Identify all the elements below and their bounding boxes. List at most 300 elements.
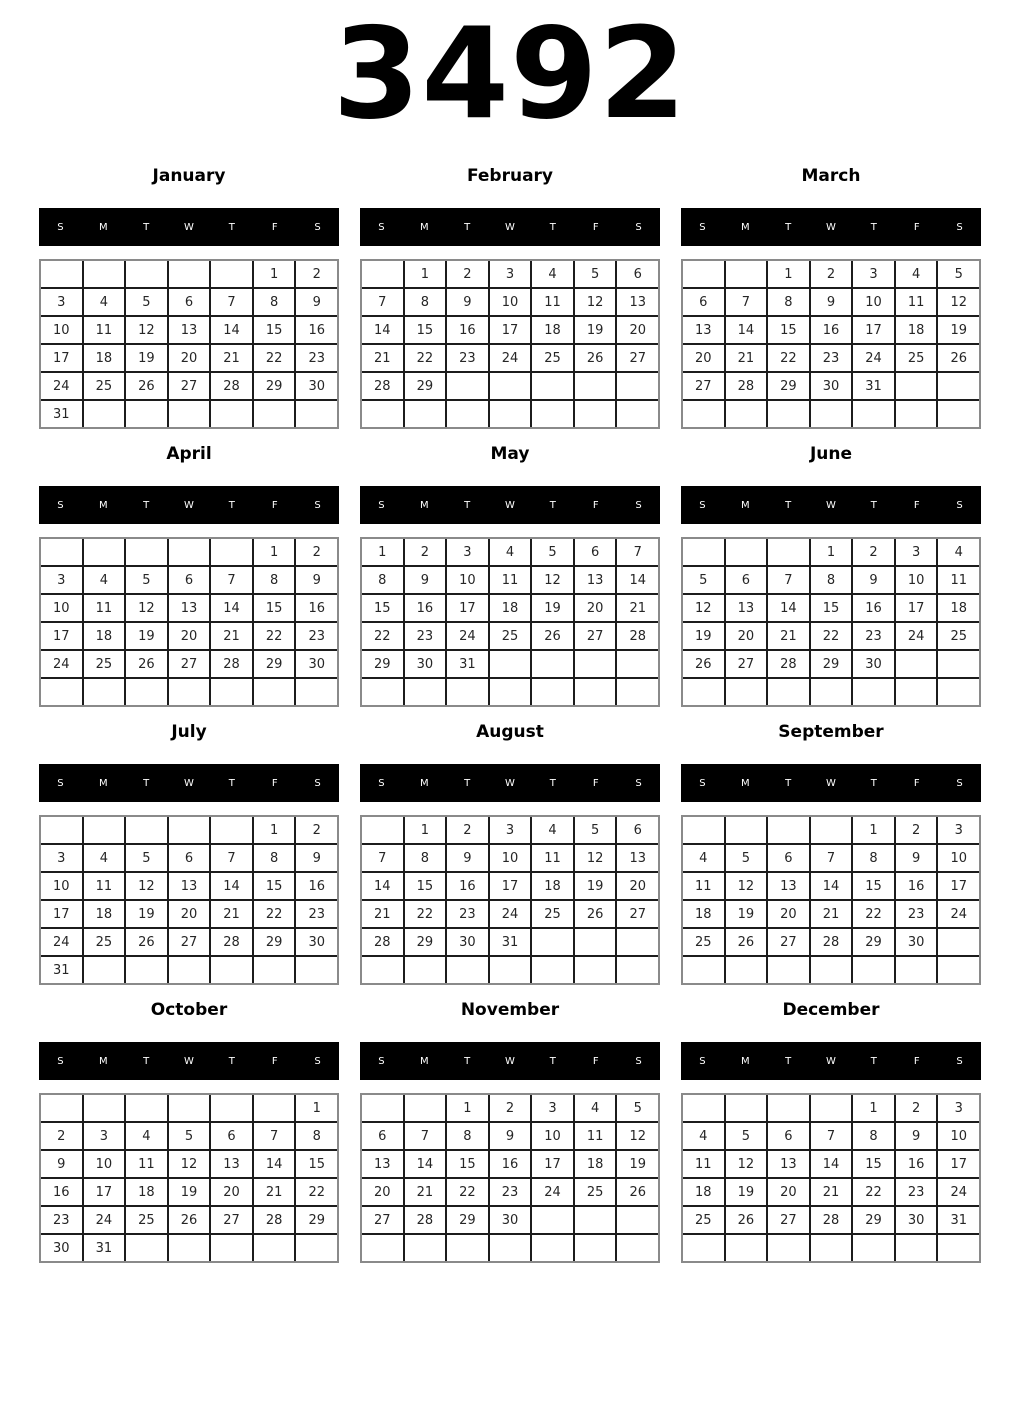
empty-cell [211,539,252,565]
date-cell: 1 [254,261,295,287]
date-cell: 8 [405,289,446,315]
weekday-label: S [956,221,963,233]
weekday-label: T [143,777,150,789]
date-cell: 13 [169,873,210,899]
date-cell: 7 [211,845,252,871]
date-cell: 29 [405,373,446,399]
date-cell: 27 [617,901,658,927]
empty-cell [362,1235,403,1261]
empty-cell [726,1235,767,1261]
date-cell: 2 [405,539,446,565]
date-cell: 26 [126,373,167,399]
empty-cell [41,817,82,843]
date-cell: 28 [211,651,252,677]
date-cell: 28 [405,1207,446,1233]
date-cell: 28 [362,929,403,955]
date-cell: 16 [41,1179,82,1205]
empty-cell [938,1235,979,1261]
weekday-label: S [699,499,706,511]
date-cell: 5 [126,289,167,315]
date-cell: 16 [296,317,337,343]
empty-cell [296,957,337,983]
empty-cell [617,929,658,955]
date-cell: 11 [683,1151,724,1177]
weekday-header [681,208,981,246]
month-january [39,166,339,429]
date-cell: 13 [683,317,724,343]
date-cell: 5 [532,539,573,565]
date-cell: 17 [41,901,82,927]
date-cell: 21 [811,901,852,927]
empty-cell [296,679,337,705]
date-cell: 24 [896,623,937,649]
date-cell: 26 [683,651,724,677]
date-cell: 25 [683,1207,724,1233]
month-name: July [171,722,207,742]
empty-cell [853,1235,894,1261]
weekday-label: T [143,1055,150,1067]
empty-cell [575,1235,616,1261]
date-cell: 9 [41,1151,82,1177]
date-cell: 30 [41,1235,82,1261]
weekday-header [39,764,339,802]
date-cell: 27 [768,929,809,955]
date-cell: 3 [532,1095,573,1121]
date-cell: 27 [683,373,724,399]
date-cell: 23 [853,623,894,649]
date-cell: 27 [768,1207,809,1233]
date-cell: 29 [405,929,446,955]
empty-cell [169,539,210,565]
empty-cell [896,373,937,399]
date-cell: 7 [405,1123,446,1149]
date-cell: 10 [532,1123,573,1149]
date-cell: 26 [726,929,767,955]
empty-cell [768,401,809,427]
empty-cell [126,401,167,427]
month-name: December [782,1000,880,1020]
date-cell: 29 [447,1207,488,1233]
date-cell: 7 [617,539,658,565]
date-cell: 7 [811,1123,852,1149]
date-cell: 16 [811,317,852,343]
date-cell: 6 [575,539,616,565]
date-cell: 1 [405,817,446,843]
date-cell: 7 [768,567,809,593]
weekday-label: M [98,1055,108,1067]
weekday-header [681,764,981,802]
empty-cell [405,679,446,705]
date-cell: 19 [726,1179,767,1205]
date-cell: 4 [683,845,724,871]
empty-cell [896,401,937,427]
date-cell: 30 [853,651,894,677]
empty-cell [254,1235,295,1261]
date-cell: 2 [447,817,488,843]
date-cell: 5 [126,845,167,871]
date-cell: 22 [853,901,894,927]
date-cell: 29 [254,651,295,677]
date-cell: 30 [405,651,446,677]
date-cell: 27 [169,373,210,399]
date-cell: 13 [617,289,658,315]
empty-cell [853,679,894,705]
date-cell: 9 [447,845,488,871]
date-cell: 17 [41,623,82,649]
date-cell: 21 [362,901,403,927]
date-cell: 19 [126,901,167,927]
date-cell: 11 [532,845,573,871]
date-cell: 25 [683,929,724,955]
empty-cell [938,651,979,677]
date-cell: 7 [362,845,403,871]
weekday-label: F [913,1055,920,1067]
weekday-label: T [785,499,792,511]
date-cell: 24 [853,345,894,371]
date-cell: 11 [575,1123,616,1149]
date-grid [360,815,660,985]
date-cell: 11 [938,567,979,593]
empty-cell [169,957,210,983]
date-cell: 21 [768,623,809,649]
empty-cell [211,957,252,983]
empty-cell [726,679,767,705]
date-cell: 26 [126,929,167,955]
date-cell: 3 [41,845,82,871]
weekday-label: M [419,221,429,233]
date-cell: 17 [532,1151,573,1177]
date-cell: 26 [726,1207,767,1233]
date-cell: 30 [296,373,337,399]
empty-cell [683,401,724,427]
weekday-label: F [592,1055,599,1067]
date-cell: 4 [84,567,125,593]
weekday-label: W [505,1055,515,1067]
empty-cell [768,539,809,565]
empty-cell [84,401,125,427]
date-cell: 20 [362,1179,403,1205]
date-cell: 1 [405,261,446,287]
date-cell: 10 [490,845,531,871]
empty-cell [490,401,531,427]
date-cell: 8 [447,1123,488,1149]
weekday-label: W [826,499,836,511]
date-cell: 5 [169,1123,210,1149]
weekday-label: S [956,499,963,511]
empty-cell [617,957,658,983]
date-cell: 30 [896,929,937,955]
empty-cell [896,1235,937,1261]
date-cell: 6 [617,261,658,287]
weekday-label: W [505,777,515,789]
empty-cell [575,929,616,955]
empty-cell [683,817,724,843]
empty-cell [126,1235,167,1261]
empty-cell [617,1235,658,1261]
empty-cell [254,1095,295,1121]
date-cell: 6 [683,289,724,315]
empty-cell [169,1095,210,1121]
date-cell: 24 [84,1207,125,1233]
weekday-label: S [378,777,385,789]
empty-cell [532,1235,573,1261]
date-cell: 1 [296,1095,337,1121]
date-cell: 20 [726,623,767,649]
date-cell: 23 [896,1179,937,1205]
date-cell: 23 [296,345,337,371]
date-cell: 19 [726,901,767,927]
date-cell: 4 [84,289,125,315]
empty-cell [726,261,767,287]
date-cell: 20 [575,595,616,621]
weekday-label: S [635,221,642,233]
date-cell: 23 [447,345,488,371]
date-cell: 26 [575,901,616,927]
weekday-label: S [378,499,385,511]
empty-cell [447,401,488,427]
date-cell: 4 [490,539,531,565]
empty-cell [211,401,252,427]
date-cell: 3 [447,539,488,565]
weekday-header [681,486,981,524]
empty-cell [726,1095,767,1121]
date-cell: 18 [126,1179,167,1205]
date-cell: 15 [768,317,809,343]
date-cell: 22 [811,623,852,649]
month-february [360,166,660,429]
date-cell: 26 [575,345,616,371]
date-cell: 8 [768,289,809,315]
weekday-label: M [419,1055,429,1067]
date-cell: 24 [41,651,82,677]
date-cell: 22 [447,1179,488,1205]
date-cell: 9 [447,289,488,315]
date-cell: 13 [575,567,616,593]
date-cell: 7 [362,289,403,315]
month-name: November [460,1000,560,1020]
empty-cell [617,401,658,427]
date-cell: 28 [726,373,767,399]
date-cell: 22 [254,901,295,927]
date-cell: 18 [532,873,573,899]
weekday-header [39,1042,339,1080]
empty-cell [575,1207,616,1233]
date-cell: 28 [211,373,252,399]
date-cell: 12 [575,845,616,871]
empty-cell [126,679,167,705]
weekday-label: W [826,1055,836,1067]
empty-cell [617,651,658,677]
weekday-label: M [98,499,108,511]
date-cell: 14 [362,873,403,899]
empty-cell [853,957,894,983]
empty-cell [296,401,337,427]
empty-cell [575,373,616,399]
date-cell: 11 [84,317,125,343]
date-cell: 21 [726,345,767,371]
date-cell: 23 [41,1207,82,1233]
weekday-label: S [57,221,64,233]
empty-cell [683,1235,724,1261]
date-cell: 22 [768,345,809,371]
months-grid [0,166,1020,1263]
month-november [360,1000,660,1263]
date-cell: 29 [811,651,852,677]
date-cell: 8 [811,567,852,593]
empty-cell [575,651,616,677]
empty-cell [405,1235,446,1261]
date-cell: 24 [532,1179,573,1205]
date-cell: 9 [405,567,446,593]
date-cell: 14 [211,595,252,621]
date-cell: 20 [211,1179,252,1205]
date-cell: 10 [896,567,937,593]
date-cell: 1 [853,817,894,843]
empty-cell [617,679,658,705]
empty-cell [768,957,809,983]
date-cell: 17 [447,595,488,621]
empty-cell [811,679,852,705]
empty-cell [84,1095,125,1121]
date-cell: 3 [490,261,531,287]
date-grid [39,1093,339,1263]
weekday-label: F [271,1055,278,1067]
weekday-label: T [143,499,150,511]
weekday-label: T [549,221,556,233]
date-cell: 8 [853,1123,894,1149]
date-cell: 6 [169,289,210,315]
date-cell: 22 [254,623,295,649]
empty-cell [84,817,125,843]
month-june [681,444,981,707]
empty-cell [362,817,403,843]
empty-cell [575,401,616,427]
empty-cell [726,401,767,427]
date-cell: 24 [490,345,531,371]
empty-cell [126,957,167,983]
weekday-label: F [913,221,920,233]
empty-cell [617,1207,658,1233]
date-cell: 19 [617,1151,658,1177]
date-cell: 13 [362,1151,403,1177]
empty-cell [768,1095,809,1121]
empty-cell [211,1235,252,1261]
empty-cell [447,373,488,399]
date-cell: 11 [683,873,724,899]
month-name: May [490,444,530,464]
date-cell: 12 [575,289,616,315]
date-cell: 24 [938,901,979,927]
empty-cell [84,261,125,287]
weekday-label: S [699,1055,706,1067]
weekday-label: T [228,1055,235,1067]
empty-cell [169,401,210,427]
date-grid [360,1093,660,1263]
empty-cell [490,1235,531,1261]
date-cell: 28 [768,651,809,677]
weekday-label: T [143,221,150,233]
date-cell: 3 [41,567,82,593]
date-cell: 14 [617,567,658,593]
date-cell: 6 [617,817,658,843]
date-cell: 23 [490,1179,531,1205]
date-grid [39,537,339,707]
date-cell: 12 [169,1151,210,1177]
date-cell: 17 [490,873,531,899]
date-cell: 19 [938,317,979,343]
date-cell: 23 [296,901,337,927]
empty-cell [532,1207,573,1233]
date-cell: 28 [811,929,852,955]
month-october [39,1000,339,1263]
empty-cell [169,679,210,705]
month-name: February [466,166,554,186]
date-cell: 8 [254,845,295,871]
date-cell: 8 [405,845,446,871]
date-cell: 30 [296,929,337,955]
date-cell: 31 [490,929,531,955]
empty-cell [41,679,82,705]
date-cell: 6 [169,567,210,593]
date-cell: 20 [169,623,210,649]
weekday-label: T [464,1055,471,1067]
empty-cell [296,1235,337,1261]
empty-cell [938,929,979,955]
empty-cell [938,401,979,427]
date-cell: 18 [532,317,573,343]
empty-cell [405,401,446,427]
date-cell: 19 [575,317,616,343]
date-cell: 10 [853,289,894,315]
weekday-label: M [740,1055,750,1067]
date-cell: 25 [84,651,125,677]
date-cell: 14 [405,1151,446,1177]
date-cell: 18 [938,595,979,621]
weekday-label: S [57,499,64,511]
empty-cell [532,401,573,427]
date-cell: 16 [447,873,488,899]
date-cell: 15 [254,317,295,343]
date-cell: 12 [617,1123,658,1149]
weekday-header [360,486,660,524]
weekday-label: T [870,499,877,511]
empty-cell [126,1095,167,1121]
month-april [39,444,339,707]
date-cell: 19 [683,623,724,649]
date-cell: 17 [84,1179,125,1205]
weekday-header [360,764,660,802]
date-cell: 8 [296,1123,337,1149]
date-cell: 8 [254,567,295,593]
date-cell: 8 [853,845,894,871]
weekday-label: T [228,499,235,511]
weekday-label: S [699,221,706,233]
date-cell: 18 [84,345,125,371]
date-cell: 6 [362,1123,403,1149]
date-cell: 28 [211,929,252,955]
date-cell: 22 [853,1179,894,1205]
empty-cell [84,957,125,983]
date-cell: 26 [126,651,167,677]
date-cell: 4 [126,1123,167,1149]
empty-cell [726,817,767,843]
weekday-label: S [314,1055,321,1067]
date-cell: 7 [726,289,767,315]
date-cell: 2 [41,1123,82,1149]
date-cell: 21 [362,345,403,371]
weekday-label: W [184,221,194,233]
weekday-label: S [314,777,321,789]
